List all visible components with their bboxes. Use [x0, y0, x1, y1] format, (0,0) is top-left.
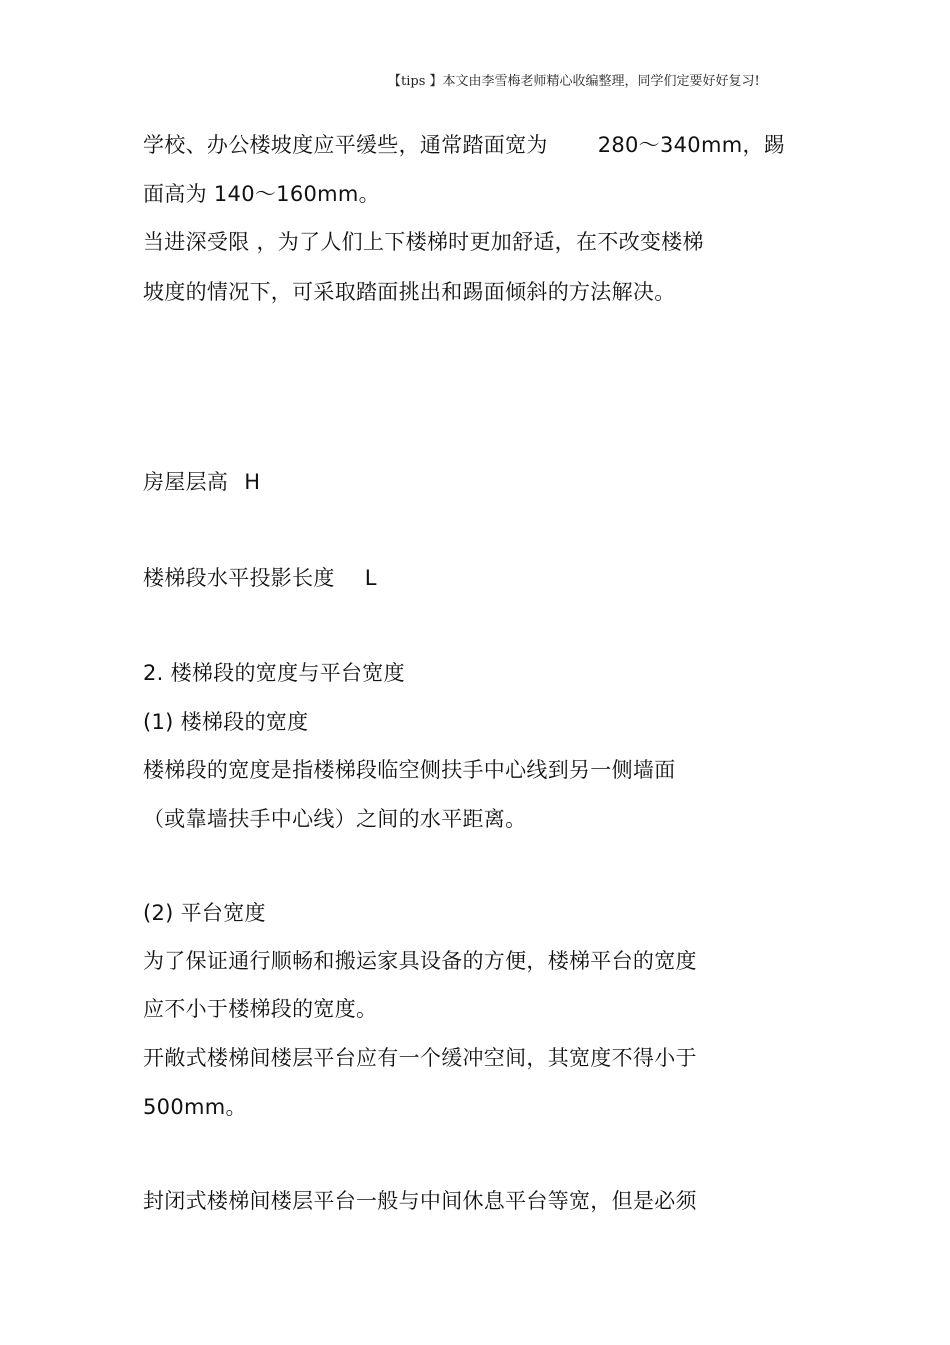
- label-text: 楼梯段水平投影长度: [143, 566, 335, 590]
- section-heading: 2. 楼梯段的宽度与平台宽度: [143, 661, 405, 685]
- paragraph-line: 楼梯段的宽度是指楼梯段临空侧扶手中心线到另一侧墙面: [143, 758, 676, 782]
- text-span: 学校、办公楼坡度应平缓些，通常踏面宽为: [143, 133, 548, 157]
- label-symbol: L: [364, 566, 377, 590]
- paragraph-line: （或靠墙扶手中心线）之间的水平距离。: [143, 807, 527, 831]
- text-span: 280～340mm，踢: [597, 133, 786, 157]
- header-tips-note: 【tips 】本文由李雪梅老师精心收编整理，同学们定要好好复习!: [388, 74, 760, 89]
- subsection-heading: (2) 平台宽度: [143, 901, 266, 925]
- label-symbol: H: [244, 470, 261, 494]
- paragraph-line: 开敞式楼梯间楼层平台应有一个缓冲空间，其宽度不得小于: [143, 1046, 697, 1070]
- paragraph-line: [143, 132, 785, 158]
- paragraph-line: 500mm。: [143, 1095, 247, 1119]
- label-stair-length: [143, 565, 377, 591]
- label-floor-height: [143, 469, 260, 495]
- label-text: 房屋层高: [143, 470, 229, 494]
- paragraph-line: 为了保证通行顺畅和搬运家具设备的方便，楼梯平台的宽度: [143, 949, 697, 973]
- subsection-heading: (1) 楼梯段的宽度: [143, 710, 309, 734]
- paragraph-line: 面高为 140～160mm。: [143, 182, 380, 206]
- paragraph-line: 当进深受限 ，为了人们上下楼梯时更加舒适，在不改变楼梯: [143, 230, 704, 254]
- paragraph-line: 封闭式楼梯间楼层平台一般与中间休息平台等宽，但是必须: [143, 1189, 697, 1213]
- paragraph-line: 坡度的情况下，可采取踏面挑出和踢面倾斜的方法解决。: [143, 280, 676, 304]
- paragraph-line: 应不小于楼梯段的宽度。: [143, 997, 378, 1021]
